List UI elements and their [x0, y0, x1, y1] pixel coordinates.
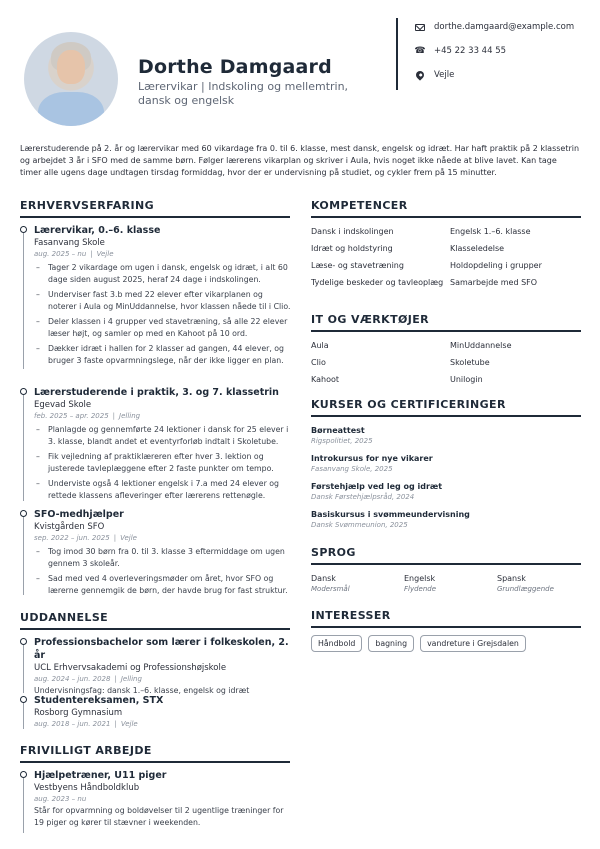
entry-title: Hjælpetræner, U11 piger — [34, 770, 167, 781]
section-rule — [311, 216, 581, 218]
contact-phone[interactable] — [414, 45, 506, 57]
tool-item: Unilogin — [450, 375, 483, 384]
timeline-dot — [20, 771, 27, 778]
timeline-line — [23, 701, 24, 729]
course-title: Basiskursus i svømmeundervisning — [311, 510, 470, 519]
entry-meta: aug. 2023 – nu — [34, 795, 87, 803]
timeline-dot — [20, 510, 27, 517]
entry-title: Lærervikar, 0.–6. klasse — [34, 225, 161, 236]
section-rule — [20, 761, 290, 763]
course-meta: Dansk Førstehjælpsråd, 2024 — [311, 493, 415, 501]
course-title: Førstehjælp ved leg og idræt — [311, 482, 443, 491]
language-item — [497, 573, 581, 594]
tools-grid — [311, 340, 581, 385]
section-title-volunteer: FRIVILLIGT ARBEJDE — [20, 744, 152, 757]
languages-list — [311, 573, 581, 594]
entry-meta: sep. 2022 – jun. 2025 | Vejle — [34, 534, 137, 542]
experience-entry — [34, 224, 292, 370]
education-entry — [34, 636, 292, 697]
timeline-dot — [20, 638, 27, 645]
section-rule — [20, 216, 290, 218]
course-meta: Rigspolitiet, 2025 — [311, 437, 373, 445]
bullet: – Fik vejledning af praktiklæreren efter hver 3. lektion og justerede tavleplæggene efter 2 faste punkter om tempo. — [34, 451, 292, 474]
tool-item: Clio — [311, 358, 326, 367]
interest-chip: Håndbold — [311, 635, 362, 652]
course-item — [311, 425, 581, 446]
volunteer-entry — [34, 769, 292, 828]
skills-grid — [311, 226, 581, 288]
bullet: – Planlagde og gennemførte 24 lektioner i dansk for 25 elever i 3. klasse, blandt andet et eventyrforløb indtalt i Skoletube. — [34, 424, 292, 447]
course-title: Børneattest — [311, 426, 365, 435]
language-name: Spansk — [497, 574, 526, 583]
entry-desc: Undervisningsfag: dansk 1.–6. klasse, engelsk og idræt — [34, 686, 250, 695]
section-title-education: UDDANNELSE — [20, 611, 109, 624]
contact-email[interactable] — [414, 21, 574, 33]
email-text[interactable]: dorthe.damgaard@example.com — [434, 22, 575, 32]
interest-chip: bagning — [368, 635, 414, 652]
entry-org: UCL Erhvervsakademi og Professionshøjskole — [34, 663, 227, 673]
language-name: Engelsk — [404, 574, 436, 583]
course-item — [311, 481, 581, 502]
bullet: – Dækker idræt i hallen for 2 klasser ad gangen, 44 elever, og bruger 3 faste opvarmningslege, når der ikke ligger en plan. — [34, 343, 292, 366]
section-rule — [311, 330, 581, 332]
course-meta: Fasanvang Skole, 2025 — [311, 465, 393, 473]
timeline-line — [23, 395, 24, 501]
skill-item: Holdopdeling i grupper — [450, 261, 542, 270]
entry-bullets — [34, 546, 292, 596]
entry-title: Studentereksamen, STX — [34, 695, 164, 706]
map-pin-icon — [414, 69, 426, 81]
timeline-dot — [20, 388, 27, 395]
tool-item: Kahoot — [311, 375, 340, 384]
candidate-headline: Lærervikar | Indskoling og mellemtrin, dansk og engelsk — [138, 80, 349, 107]
interest-chip: vandreture i Grejsdalen — [420, 635, 526, 652]
tool-item: Aula — [311, 341, 329, 350]
bullet: – Underviste også 4 lektioner engelsk i 7.a med 24 elever og rettede klassens afleveringer efter lærerens rettenøgle. — [34, 478, 292, 501]
profile-summary: Lærerstuderende på 2. år og lærervikar med 60 vikardage fra 0. til 6. klasse, mest dansk, engelsk og idræt. Har haft praktik på 2 klassetrin og arbejdet 3 år i SFO med de samme børn. Følger lærerens vikarplan og skriver i Aula, hvis noget ikke nåede at blive lavet. Kan tage timer alle ugens dage undtagen tirsdag formiddag, hvor der er undervisning på studiet, og cykler frem på 15 minutter. — [20, 144, 580, 177]
timeline-line — [23, 645, 24, 693]
phone-icon: ☎ — [414, 46, 426, 56]
entry-bullets — [34, 262, 292, 366]
entry-bullets — [34, 424, 292, 501]
timeline-line — [23, 778, 24, 833]
entry-meta: feb. 2025 – apr. 2025 | Jelling — [34, 412, 141, 420]
course-meta: Dansk Svømmeunion, 2025 — [311, 521, 408, 529]
tool-item: MinUddannelse — [450, 341, 512, 350]
section-rule — [311, 626, 581, 628]
entry-title: SFO-medhjælper — [34, 509, 124, 520]
entry-title: Professionsbachelor som lærer i folkeskolen, 2. år — [34, 637, 289, 661]
skill-item: Samarbejde med SFO — [450, 278, 538, 287]
section-rule — [311, 563, 581, 565]
language-level: Modersmål — [311, 585, 350, 593]
entry-org: Kvistgården SFO — [34, 522, 105, 532]
entry-org: Rosborg Gymnasium — [34, 708, 123, 718]
entry-org: Vestbyens Håndboldklub — [34, 783, 140, 793]
skill-item: Idræt og holdstyring — [311, 244, 393, 253]
section-rule — [311, 415, 581, 417]
course-title: Introkursus for nye vikarer — [311, 454, 433, 463]
section-rule — [20, 628, 290, 630]
course-item — [311, 509, 581, 530]
mail-icon — [414, 21, 426, 33]
section-title-skills: KOMPETENCER — [311, 199, 408, 212]
header-divider — [396, 18, 398, 90]
skill-item: Klasseledelse — [450, 244, 505, 253]
phone-text[interactable]: +45 22 33 44 55 — [434, 46, 507, 56]
language-item — [404, 573, 497, 594]
section-title-experience: ERHVERVSERFARING — [20, 199, 155, 212]
skill-item: Læse- og stavetræning — [311, 261, 404, 270]
section-title-courses: KURSER OG CERTIFICERINGER — [311, 398, 506, 411]
tool-item: Skoletube — [450, 358, 490, 367]
timeline-dot — [20, 696, 27, 703]
entry-title: Lærerstuderende i praktik, 3. og 7. klassetrin — [34, 387, 279, 398]
skill-item: Engelsk 1.–6. klasse — [450, 227, 531, 236]
bullet: – Deler klassen i 4 grupper ved stavetræning, så alle 22 elever læser højt, og samler op med en Kahoot på 10 ord. — [34, 316, 292, 339]
course-item — [311, 453, 581, 474]
entry-meta: aug. 2025 – nu | Vejle — [34, 250, 114, 258]
bullet: – Sad med ved 4 overleveringsmøder om året, hvor SFO og lærerne gennemgik de børn, der havde brug for fast struktur. — [34, 573, 292, 596]
timeline-line — [23, 517, 24, 595]
section-title-interests: INTERESSER — [311, 609, 391, 622]
timeline-dot — [20, 226, 27, 233]
bullet: – Tog imod 30 børn fra 0. til 3. klasse 3 eftermiddage om ugen gennem 3 skoleår. — [34, 546, 292, 569]
language-name: Dansk — [311, 574, 336, 583]
education-entry — [34, 694, 292, 730]
language-level: Grundlæggende — [497, 585, 554, 593]
entry-desc: Står for opvarmning og boldøvelser til 2 ugentlige træninger for 19 piger og kører til stævner i weekenden. — [34, 806, 284, 827]
location-text: Vejle — [434, 70, 455, 80]
section-title-tools: IT OG VÆRKTØJER — [311, 313, 430, 326]
language-level: Flydende — [404, 585, 437, 593]
bullet: – Underviser fast 3.b med 22 elever efter vikarplanen og noterer i Aula og MinUddannelse, hvor klassen nåede til i Clio. — [34, 289, 292, 312]
language-item — [311, 573, 404, 594]
experience-entry — [34, 386, 292, 505]
entry-org: Egevad Skole — [34, 400, 92, 410]
section-title-languages: SPROG — [311, 546, 356, 559]
entry-org: Fasanvang Skole — [34, 238, 105, 248]
entry-meta: aug. 2024 – jun. 2028 | Jelling — [34, 675, 142, 683]
experience-entry — [34, 508, 292, 600]
entry-meta: aug. 2018 – jun. 2021 | Vejle — [34, 720, 138, 728]
skill-item: Tydelige beskeder og tavleoplæg — [311, 278, 444, 287]
timeline-line — [23, 233, 24, 369]
bullet: – Tager 2 vikardage om ugen i dansk, engelsk og idræt, i alt 60 dage siden august 2025, heraf 24 dage i indskolingen. — [34, 262, 292, 285]
skill-item: Dansk i indskolingen — [311, 227, 394, 236]
contact-location — [414, 69, 454, 81]
profile-photo — [24, 32, 118, 126]
candidate-name: Dorthe Damgaard — [138, 56, 332, 78]
interest-chips — [311, 635, 526, 652]
